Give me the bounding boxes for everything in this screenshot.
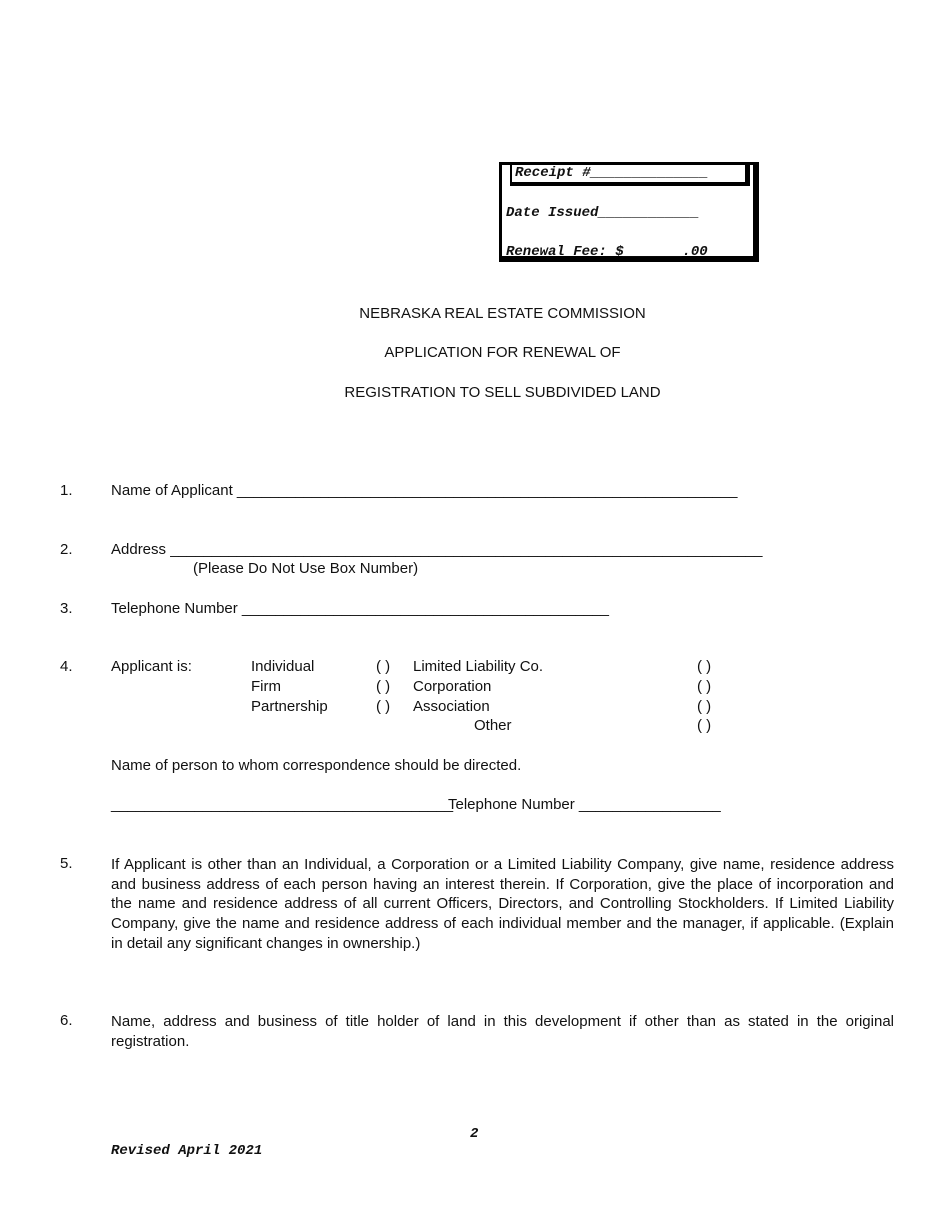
correspondence-telephone-field[interactable]: Telephone Number _________________ xyxy=(448,796,721,813)
correspondence-instruction: Name of person to whom correspondence should be directed. xyxy=(111,757,522,774)
item-number: 6. xyxy=(60,1012,73,1029)
checkbox-individual[interactable]: ( ) xyxy=(376,658,391,675)
option-individual-label: Individual xyxy=(251,658,315,675)
item-number: 4. xyxy=(60,658,73,675)
ownership-instructions: If Applicant is other than an Individual, a Corporation or a Limited Liability Company, give name, residence address and business address of each person having an interest therein. If Corporation, give the place of incorporation and the name and residence address of all current Officers, Directors, and Controlling Stockholders. If Limited Liability Company, give the name and residence address of each individual member and the manager, if applicable. (Explain in detail any significant changes in ownership.) xyxy=(111,856,894,952)
checkbox-corporation[interactable]: ( ) xyxy=(697,678,712,695)
agency-title: NEBRASKA REAL ESTATE COMMISSION xyxy=(359,305,646,322)
applicant-name-field[interactable]: Name of Applicant ____________________________________________________________ xyxy=(111,482,738,499)
checkbox-partnership[interactable]: ( ) xyxy=(376,698,391,715)
receipt-number-box xyxy=(510,165,750,186)
address-field[interactable]: Address _______________________________________________________________________ xyxy=(111,541,763,558)
item-number: 2. xyxy=(60,541,73,558)
checkbox-other[interactable]: ( ) xyxy=(697,717,712,734)
checkbox-association[interactable]: ( ) xyxy=(697,698,712,715)
checkbox-llc[interactable]: ( ) xyxy=(697,658,712,675)
option-firm-label: Firm xyxy=(251,678,281,695)
option-other-label: Other xyxy=(474,717,512,734)
revision-date: Revised April 2021 xyxy=(111,1143,263,1159)
date-issued: Date Issued____________ xyxy=(506,205,700,221)
item-number: 3. xyxy=(60,600,73,617)
title-holder-instructions: Name, address and business of title holder of land in this development if other than as stated in the original registration. xyxy=(111,1013,894,1050)
renewal-fee: Renewal Fee: $_______.00 xyxy=(506,244,708,260)
checkbox-firm[interactable]: ( ) xyxy=(376,678,391,695)
item-number: 5. xyxy=(60,855,73,872)
receipt-box xyxy=(499,162,759,262)
option-association-label: Association xyxy=(413,698,490,715)
form-title-line1: APPLICATION FOR RENEWAL OF xyxy=(384,344,621,361)
option-corporation-label: Corporation xyxy=(413,678,492,695)
option-llc-label: Limited Liability Co. xyxy=(413,658,544,675)
item-number: 1. xyxy=(60,482,73,499)
form-title-line2: REGISTRATION TO SELL SUBDIVIDED LAND xyxy=(344,384,661,401)
telephone-field[interactable]: Telephone Number ____________________________________________ xyxy=(111,600,609,617)
correspondence-name-field[interactable]: _________________________________________ xyxy=(111,796,454,813)
page-number: 2 xyxy=(470,1126,479,1142)
receipt-number: Receipt #______________ xyxy=(515,165,709,181)
option-partnership-label: Partnership xyxy=(251,698,328,715)
address-note: (Please Do Not Use Box Number) xyxy=(193,560,419,577)
applicant-type-label: Applicant is: xyxy=(111,658,192,675)
